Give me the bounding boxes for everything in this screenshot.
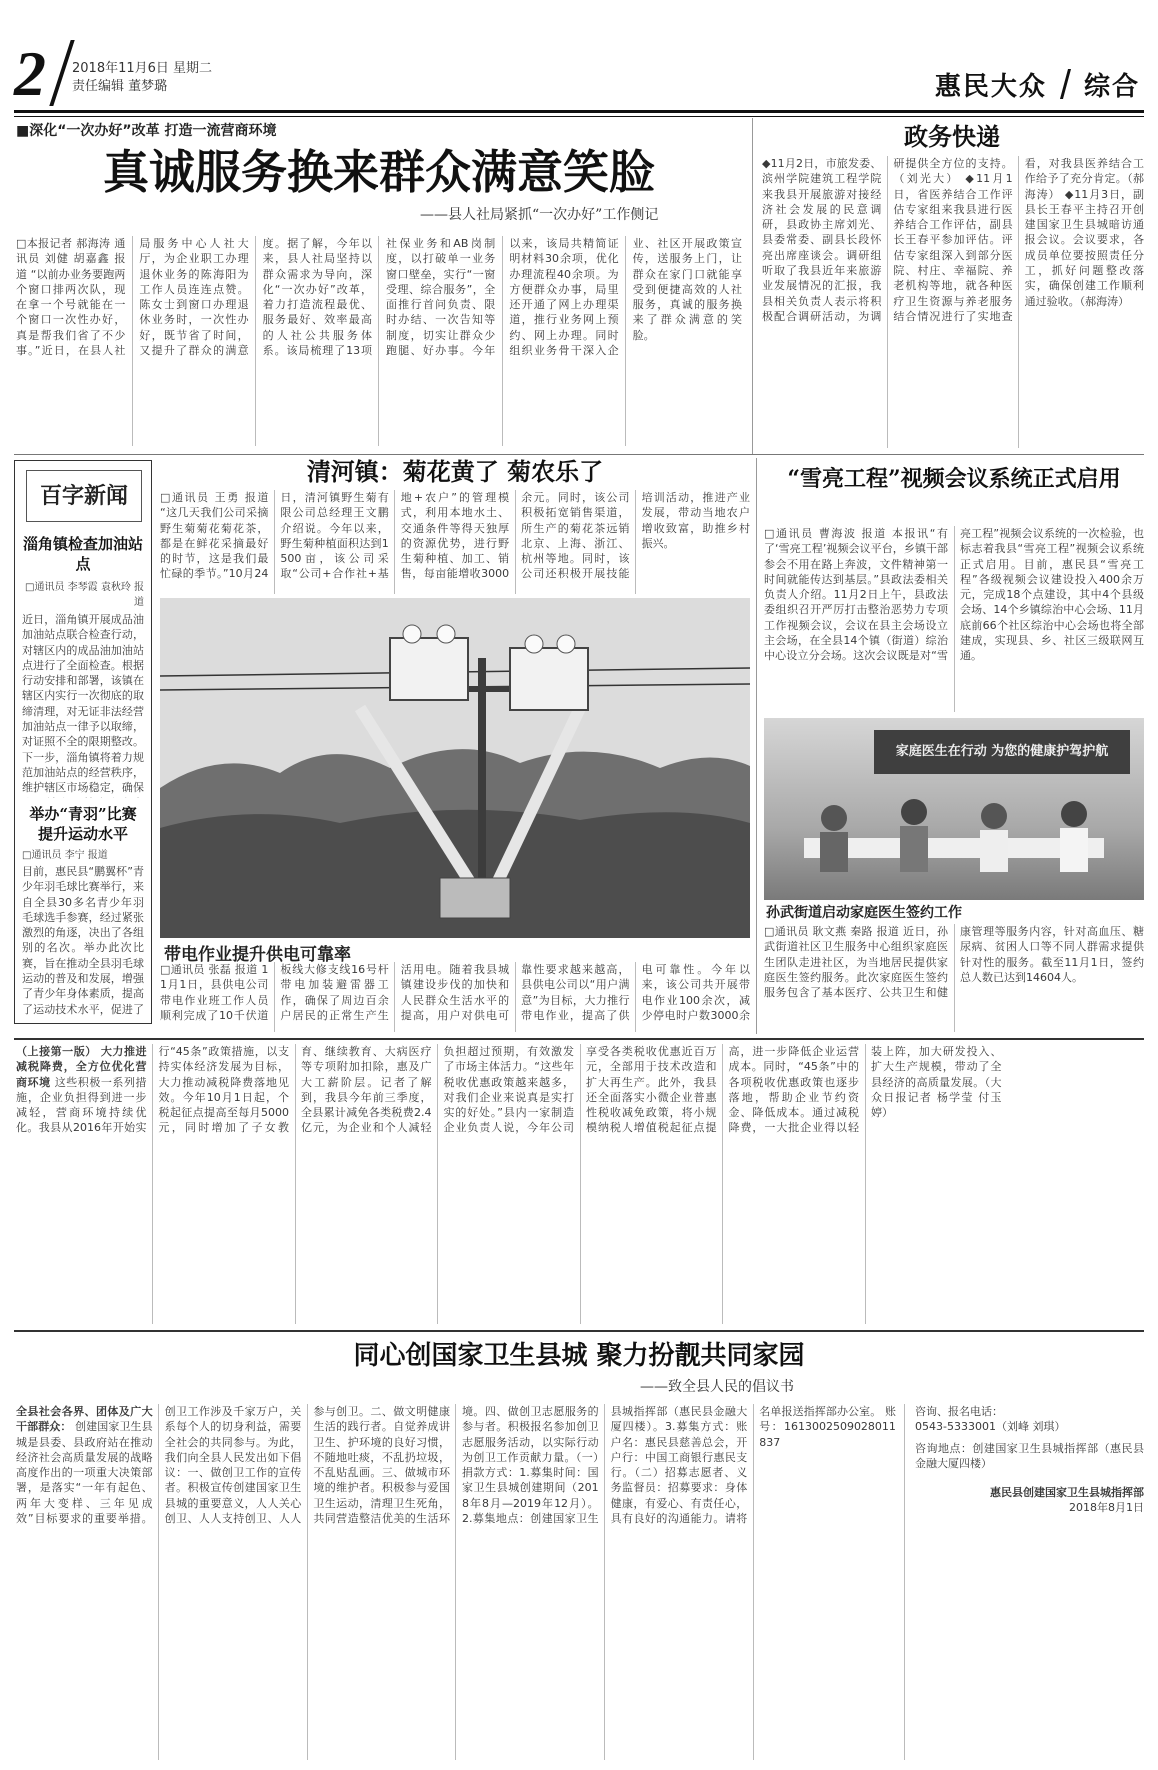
baizi-item-body: 目前，惠民县“鹏翼杯”青少年羽毛球比赛举行，来自全县30多名青少年羽毛球选手参赛，经过紧张激烈的角逐，决出了各组别的名次。举办此次比赛，旨在推动全县羽毛球运动的普及和发展，增强了青少年身体素质，提高了运动技术水平，促进了 (22, 865, 144, 1016)
tax-text: 这些积极一系列措施，企业负担得到进一步减轻，营商环境持续优化。我县从2016年开始实行“45条”政策措施，以支持实体经济发展为目标，大力推动减税降费落地见效。今年10月1日起，个税起征点提高至每月5000元，同时增加了子女教育、继续教育、大病医疗等专项附加扣除，惠及广大工薪阶层。记者了解到，我县今年前三季度，全县累计减免各类税费2.4亿元，为企业和个人减轻负担超过预期，有效激发了市场主体活力。“这些年税收优惠政策越来越多，对我们企业来说真是实打实的好处。”县内一家制造企业负责人说，今年公司享受各类税收优惠近百万元，全部用于技术改造和扩大再生产。此外，我县还全面落实小微企业普惠性税收减免政策，将小规模纳税人增值税起征点提高，进一步降低企业运营成本。同时，“45条”中的各项税收优惠政策也逐步落地，帮助企业节约资金、降低成本。通过减税降费，一大批企业得以轻装上阵，加大研发投入、扩大生产规模，带动了全县经济的高质量发展。（大众日报记者 杨学莹 付玉婷） (16, 1045, 1002, 1135)
photo-banner: 家庭医生在行动 为您的健康护驾护航 (874, 730, 1130, 774)
brand-name: 惠民大众 (934, 72, 1047, 102)
snow-title: “雪亮工程”视频会议系统正式启用 (787, 466, 1121, 492)
proposal-title: 同心创国家卫生县城 聚力扮靓共同家园 (353, 1341, 805, 1371)
baizi-item-title: 举办“青羽”比赛提升运动水平 (29, 805, 137, 843)
qinghe-title: 清河镇：菊花黄了 菊农乐了 (306, 457, 604, 486)
baizi-item-byline: □通讯员 李宁 报道 (22, 850, 108, 861)
brand-divider (1060, 69, 1071, 99)
photo-live-line-work (160, 598, 750, 938)
brief-body: ◆11月2日，市旅发委、滨州学院建筑工程学院来我县开展旅游对接经济社会发展的民意调研，县政协主席刘光、县委常委、副县长段怀亮出席座谈会。调研组听取了我县近年来旅游业发展情况的汇报，我县相关负责人表示将积极配合调研活动，为调研提供全方位的支持。（刘光大） ◆11月1日，省医养结合工作评估专家组来我县进行医养结合工作评估，副县长王春平参加评估。评估专家组深入到部分医院、村庄、幸福院、养老机构等地，就各种医疗卫生资源与养老服务结合情况进行了实地查看，对我县医养结合工作给予了充分肯定。（郝海涛） ◆11月3日，副县长王春平主持召开创建国家卫生县城暗访通报会议。会议要求，各成员单位要按照责任分工，抓好问题整改落实，确保创建工作顺利通过验收。（郝海涛） (762, 157, 1144, 323)
editor-line: 责任编辑 董梦璐 (72, 79, 168, 94)
contact-label: 咨询、报名电话： (915, 1405, 1003, 1418)
continued-label: （上接第一版） (16, 1045, 97, 1058)
contact-phone: 0543-5333001（刘峰 刘琪） (915, 1420, 1066, 1434)
baizi-item-body: 近日，淄角镇开展成品油加油站点联合检查行动，对辖区内的成品油加油站点进行了全面检查。根据行动安排和部署，该镇在辖区内实行一次彻底的取缔清理，对无证非法经营加油站点一律予以取缔，对证照不全的限期整改。下一步，淄角镇将着力规范加油站点的经营秩序，维护辖区市场稳定，确保 (22, 613, 144, 795)
tax-story-body (16, 1044, 1144, 1324)
signatory: 惠民县创建国家卫生县城指挥部 (990, 1486, 1144, 1500)
section-rule-3 (14, 1330, 1144, 1332)
baizi-item-title: 淄角镇检查加油站点 (22, 535, 143, 573)
header-meta (72, 60, 212, 96)
contact-address: 咨询地点：创建国家卫生县城指挥部（惠民县金融大厦四楼） (915, 1441, 1144, 1470)
column-divider (756, 458, 757, 1034)
proposal-subtitle: ——致全县人民的倡议书 (640, 1379, 794, 1395)
lead-kicker: ■深化“一次办好”改革 打造一流营商环境 (16, 123, 277, 139)
tax-subhead: 大力推进减税降费，全方位优化营商环境 (16, 1045, 147, 1089)
proposal-sidebar (904, 1404, 1144, 1760)
bank-account: 1613002509028011837 (759, 1420, 896, 1449)
section-rule-2 (14, 1038, 1144, 1040)
proposal-salutation: 全县社会各界、团体及广大干部群众： (16, 1405, 153, 1434)
photo-illustration (160, 598, 750, 938)
photo-family-doctor (764, 718, 1144, 900)
sign-date: 2018年8月1日 (1069, 1501, 1144, 1515)
qinghe-body: □通讯员 王勇 报道 “这几天我们公司采摘野生菊菊花菊花茶，都是在鲜花采摘最好的时节，这是我们最忙碌的季节。”10月24日，清河镇野生菊有限公司总经理王文鹏介绍说。今年以来，野生菊种植面积达到1500亩，该公司采取“公司+合作社+基地+农户”的管理模式，利用本地水土、交通条件等得天独厚的资源优势，进行野生菊种植、加工、销售，每亩能增收3000余元。同时，该公司积极拓宽销售渠道，所生产的菊花茶远销北京、上海、浙江、杭州等地。同时，该公司还积极开展技能培训活动，推进产业发展，带动当地农户增收致富，助推乡村振兴。 (160, 491, 750, 581)
photo-illustration (764, 778, 1144, 900)
lead-title: 真诚服务换来群众满意笑脸 (103, 145, 655, 199)
photo-caption: 带电作业提升供电可靠率 (164, 945, 351, 965)
photo-right-caption: 孙武街道启动家庭医生签约工作 (766, 905, 962, 921)
header-slash (49, 40, 74, 106)
photo-story-body: □通讯员 张磊 报道 11月1日，县供电公司带电作业班工作人员顺利完成了10千伏道板线大修支线16号杆带电加装避雷器工作，确保了周边百余户居民的正常生产生活用电。随着我县城镇建设步伐的加快和人民群众生活水平的提高，用户对供电可靠性要求越来越高，县供电公司以“用户满意”为目标，大力推行带电作业，提高了供电可靠性。今年以来，该公司共开展带电作业100余次，减少停电时户数3000余 (160, 963, 750, 1022)
baizi-item-byline: □通讯员 李琴霞 袁秋玲 报道 (25, 582, 144, 609)
baizi-header: 百字新闻 (26, 470, 142, 522)
page-number: 2 (14, 38, 46, 109)
date-line: 2018年11月6日 星期二 (72, 61, 213, 76)
header-rule-thin (14, 116, 1144, 117)
proposal-body (16, 1404, 896, 1760)
section-rule-1 (14, 454, 1144, 455)
masthead (935, 66, 1140, 103)
photo-right-body: □通讯员 耿文燕 秦路 报道 近日，孙武街道社区卫生服务中心组织家庭医生团队走进社区，为当地居民提供家庭医生签约服务。此次家庭医生签约服务包含了基本医疗、公共卫生和健康管理等服务内容，针对高血压、糖尿病、贫困人口等不同人群需求提供针对性的服务。截至11月1日，签约总人数已达到14604人。 (764, 925, 1144, 1000)
column-divider (752, 118, 753, 454)
lead-body: □本报记者 郝海涛 通讯员 刘健 胡嘉鑫 报道 “以前办业务要跑两个窗口排两次队，现在拿一个号就能在一个窗口一次性办好，真是帮我们省了不少事。”近日，在县人社局服务中心人社大厅，为企业职工办理退休业务的陈海阳为工作人员连连点赞。陈女士到窗口办理退休业务时，一次性办好，既节省了时间，又提升了群众的满意度。据了解，今年以来，县人社局坚持以群众需求为导向，深化“一次办好”改革，着力打造流程最优、服务最好、效率最高的人社公共服务体系。该局梳理了13项社保业务和AB岗制度，以打破单一业务窗口壁垒，实行“一窗受理、综合服务”，全面推行首问负责、限时办结、一次告知等制度，切实让群众少跑腿、好办事。今年以来，该局共精简证明材料30余项，优化办理流程40余项。为方便群众办事，局里还开通了网上办理渠道，推行业务网上预约、网上办理。同时组织业务骨干深入企业、社区开展政策宣传，送服务上门，让群众在家门口就能享受到便捷高效的人社服务，真诚的服务换来了群众满意的笑脸。 (16, 237, 742, 358)
proposal-text: 创建国家卫生县城是县委、县政府站在推动经济社会高质量发展的战略高度作出的一项重大决策部署，是落实“一年有起色、两年大变样、三年见成效”目标要求的重要举措。创卫工作涉及千家万户，关系每个人的切身利益，需要全社会的共同参与。为此，我们向全县人民发出如下倡议：一、做创卫工作的宣传者。积极宣传创建国家卫生县城的重要意义，人人关心创卫、人人支持创卫、人人参与创卫。二、做文明健康生活的践行者。自觉养成讲卫生、护环境的良好习惯，不随地吐痰，不乱扔垃圾，不乱贴乱画。三、做城市环境的维护者。积极参与爱国卫生运动，清理卫生死角，共同营造整洁优美的生活环境。四、做创卫志愿服务的参与者。积极报名参加创卫志愿服务活动，以实际行动为创卫工作贡献力量。（一）捐款方式：1.募集时间：国家卫生县城创建期间（2018年8月—2019年12月）。2.募集地点：创建国家卫生县城指挥部（惠民县金融大厦四楼）。3.募集方式：账户名：惠民县慈善总会，开户行：中国工商银行惠民支行。（二）招募志愿者、义务监督员：招募要求：身体健康，有爱心、有责任心，具有良好的沟通能力。请将名单报送指挥部办公室。 (16, 1405, 882, 1526)
brief-title: 政务快递 (904, 122, 1000, 151)
lead-subtitle: ——县人社局紧抓“一次办好”工作侧记 (420, 207, 659, 223)
bank-label: 账号： (759, 1405, 896, 1434)
snow-body: □通讯员 曹海波 报道 本报讯“有了‘雪亮工程’视频会议平台，乡镇干部参会不用在路上奔波，文件精神第一时间就能传达到基层。”县政法委相关负责人介绍。11月2日上午，县政法委组织召开严厉打击整治恶势力专项工作视频会议，会议在县主会场设立主会场，在全县14个镇（街道）综治中心设立分会场。这次会议既是对“雪亮工程”视频会议系统的一次检验，也标志着我县“雪亮工程”视频会议系统正式启用。目前，惠民县“雪亮工程”各级视频会议建设投入400余万元，完成18个点建设，其中4个县级会场、14个乡镇综治中心会场、11月底前66个社区综治中心会场也将全部建成，实现县、乡、社区三级联网互通。 (764, 527, 1144, 663)
section-name: 综合 (1083, 72, 1140, 102)
header-rule (14, 110, 1144, 113)
